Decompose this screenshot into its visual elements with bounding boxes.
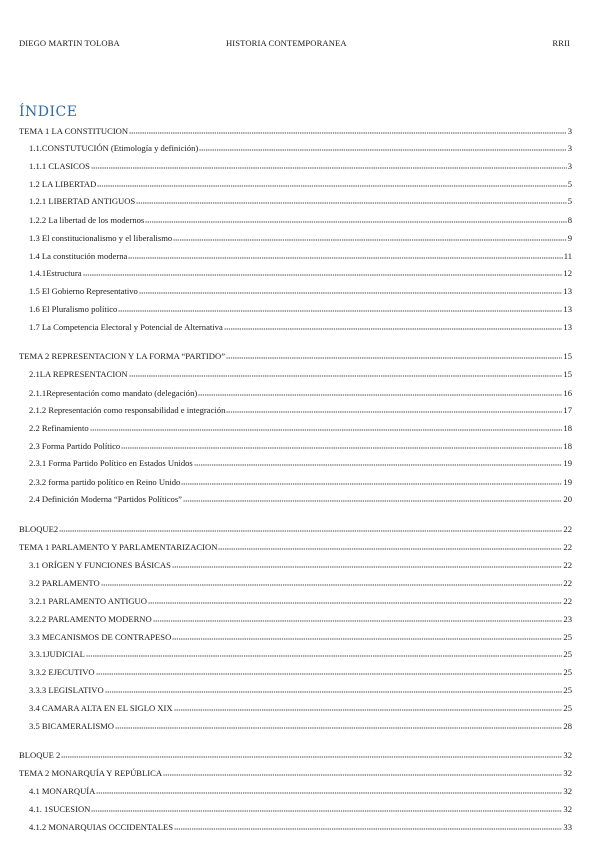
toc-entry-page: 3 bbox=[567, 161, 572, 171]
toc-entry-title: 3.4 CAMARA ALTA EN EL SIGLO XIX bbox=[29, 703, 173, 713]
toc-entry[interactable] bbox=[29, 250, 572, 262]
toc-entry-title: 3.3.1JUDICIAL bbox=[29, 649, 85, 659]
toc-entry-title: TEMA 2 MONARQUÍA Y REPÚBLICA bbox=[19, 768, 163, 778]
toc-entry-page: 13 bbox=[563, 286, 572, 296]
toc-entry-title: 1.3 El constitucionalismo y el liberalismo bbox=[29, 233, 173, 243]
toc-dot-leader bbox=[136, 196, 566, 204]
toc-entry-page: 25 bbox=[563, 667, 572, 677]
toc-dot-leader bbox=[139, 286, 563, 294]
toc-entry[interactable] bbox=[29, 387, 572, 399]
toc-dot-leader bbox=[129, 126, 567, 134]
toc-entry-page: 12 bbox=[563, 268, 572, 278]
page-header bbox=[19, 38, 570, 50]
toc-entry-page: 17 bbox=[563, 405, 572, 415]
toc-entry-page: 25 bbox=[563, 632, 572, 642]
toc-entry-title: 3.2.1 PARLAMENTO ANTIGUO bbox=[29, 596, 147, 606]
toc-entry-title: 2.3 Forma Partido Político bbox=[29, 441, 121, 451]
toc-dot-leader bbox=[86, 649, 563, 657]
toc-dot-leader bbox=[163, 768, 562, 776]
toc-entry[interactable] bbox=[29, 160, 572, 172]
toc-entry[interactable] bbox=[29, 285, 572, 297]
toc-dot-leader bbox=[61, 750, 562, 758]
toc-dot-leader bbox=[105, 685, 563, 693]
toc-entry-page: 18 bbox=[563, 423, 572, 433]
toc-entry[interactable] bbox=[29, 321, 572, 333]
toc-entry[interactable] bbox=[29, 178, 572, 190]
toc-entry-page: 18 bbox=[563, 441, 572, 451]
toc-dot-leader bbox=[129, 369, 563, 377]
toc-entry[interactable] bbox=[29, 577, 572, 589]
toc-dot-leader bbox=[174, 822, 562, 830]
toc-entry-page: 32 bbox=[563, 750, 572, 760]
toc-dot-leader bbox=[172, 560, 563, 568]
header-author: DIEGO MARTIN TOLOBA bbox=[19, 38, 120, 48]
toc-entry[interactable] bbox=[19, 350, 572, 362]
header-course: RRII bbox=[552, 38, 570, 48]
toc-entry[interactable] bbox=[29, 368, 572, 380]
toc-entry-page: 19 bbox=[563, 477, 572, 487]
toc-dot-leader bbox=[148, 596, 562, 604]
toc-entry[interactable] bbox=[19, 125, 572, 137]
toc-dot-leader bbox=[90, 423, 563, 431]
toc-entry-title: 2.2 Refinamiento bbox=[29, 423, 89, 433]
toc-entry-page: 5 bbox=[567, 179, 572, 189]
toc-entry[interactable] bbox=[29, 666, 572, 678]
toc-dot-leader bbox=[194, 458, 563, 466]
toc-entry-title: 1.5 El Gobierno Representativo bbox=[29, 286, 138, 296]
toc-entry-page: 11 bbox=[563, 251, 572, 261]
toc-entry-page: 13 bbox=[563, 322, 572, 332]
toc-entry-page: 32 bbox=[563, 768, 572, 778]
toc-entry-title: 1.1.CONSTUTUCIÓN (Etimología y definición) bbox=[29, 143, 199, 153]
toc-dot-leader bbox=[91, 161, 567, 169]
toc-entry-page: 3 bbox=[567, 143, 572, 153]
toc-entry[interactable] bbox=[29, 720, 572, 732]
toc-dot-leader bbox=[226, 351, 562, 359]
toc-entry-title: 4.1 MONARQUÍA bbox=[29, 786, 96, 796]
toc-entry-title: 3.3 MECANISMOS DE CONTRAPESO bbox=[29, 632, 172, 642]
toc-dot-leader bbox=[91, 804, 562, 812]
toc-entry-title: 2.1.1Representación como mandato (delegación) bbox=[29, 388, 198, 398]
toc-entry-page: 8 bbox=[567, 215, 572, 225]
toc-entry-title: 3.2.2 PARLAMENTO MODERNO bbox=[29, 614, 152, 624]
toc-entry-page: 33 bbox=[563, 822, 572, 832]
toc-dot-leader bbox=[59, 524, 562, 532]
toc-dot-leader bbox=[101, 578, 563, 586]
toc-dot-leader bbox=[181, 477, 562, 485]
toc-entry-title: 1.2.2 La libertad de los modernos bbox=[29, 215, 145, 225]
toc-entry[interactable] bbox=[29, 267, 572, 279]
toc-entry-page: 13 bbox=[563, 304, 572, 314]
toc-entry-title: 1.2 LA LIBERTAD bbox=[29, 179, 97, 189]
toc-dot-leader bbox=[83, 268, 563, 276]
toc-entry-title: 2.3.1 Forma Partido Político en Estados Unidos bbox=[29, 458, 193, 468]
toc-entry-page: 15 bbox=[563, 369, 572, 379]
toc-entry-title: 1.4.1Estructura bbox=[29, 268, 82, 278]
toc-dot-leader bbox=[97, 179, 566, 187]
toc-entry[interactable] bbox=[29, 142, 572, 154]
header-subject: HISTORIA CONTEMPORANEA bbox=[226, 38, 347, 48]
toc-entry-title: 3.1 ORÍGEN Y FUNCIONES BÁSICAS bbox=[29, 560, 171, 570]
toc-entry-title: 1.2.1 LIBERTAD ANTIGUOS bbox=[29, 196, 136, 206]
toc-entry-title: 2.1LA REPRESENTACION bbox=[29, 369, 128, 379]
toc-dot-leader bbox=[128, 251, 562, 259]
toc-dot-leader bbox=[218, 542, 562, 550]
toc-entry-title: 3.2 PARLAMENTO bbox=[29, 578, 100, 588]
toc-entry[interactable] bbox=[19, 749, 572, 761]
toc-entry[interactable] bbox=[19, 541, 572, 553]
toc-entry-title: 2.3.2 forma partido político en Reino Unido bbox=[29, 477, 181, 487]
toc-entry-title: 1.4 La constitución moderna bbox=[29, 251, 128, 261]
toc-entry-title: 4.1. 1SUCESION bbox=[29, 804, 91, 814]
toc-entry[interactable] bbox=[29, 648, 572, 660]
toc-entry-page: 28 bbox=[563, 721, 572, 731]
toc-entry-title: TEMA 2 REPRESENTACION Y LA FORMA “PARTIDO” bbox=[19, 351, 226, 361]
toc-entry[interactable] bbox=[29, 232, 572, 244]
toc-entry-page: 23 bbox=[563, 614, 572, 624]
toc-dot-leader bbox=[145, 215, 566, 223]
toc-entry[interactable] bbox=[19, 523, 572, 535]
toc-entry[interactable] bbox=[29, 195, 572, 207]
toc-entry-page: 15 bbox=[563, 351, 572, 361]
toc-entry[interactable] bbox=[29, 702, 572, 714]
toc-dot-leader bbox=[96, 786, 562, 794]
toc-entry[interactable] bbox=[29, 303, 572, 315]
toc-dot-leader bbox=[153, 614, 563, 622]
toc-entry-page: 3 bbox=[567, 126, 572, 136]
toc-entry[interactable] bbox=[29, 803, 572, 815]
toc-entry-title: 4.1.2 MONARQUIAS OCCIDENTALES bbox=[29, 822, 173, 832]
toc-entry-title: 2.4 Definición Moderna “Partidos Políticos” bbox=[29, 494, 182, 504]
toc-entry[interactable] bbox=[29, 613, 572, 625]
toc-entry[interactable] bbox=[29, 440, 572, 452]
toc-entry[interactable] bbox=[29, 476, 572, 488]
toc-entry[interactable] bbox=[29, 214, 572, 226]
toc-entry-title: BLOQUE2 bbox=[19, 524, 59, 534]
toc-dot-leader bbox=[226, 405, 562, 413]
toc-entry-page: 25 bbox=[563, 649, 572, 659]
toc-dot-leader bbox=[115, 721, 562, 729]
toc-entry-title: TEMA 1 PARLAMENTO Y PARLAMENTARIZACION bbox=[19, 542, 218, 552]
toc-entry-title: BLOQUE 2 bbox=[19, 750, 61, 760]
toc-dot-leader bbox=[118, 304, 562, 312]
toc-entry-title: TEMA 1 LA CONSTITUCION bbox=[19, 126, 129, 136]
toc-entry[interactable] bbox=[29, 493, 572, 505]
toc-entry-page: 22 bbox=[563, 560, 572, 570]
toc-entry[interactable] bbox=[19, 767, 572, 779]
toc-entry[interactable] bbox=[29, 404, 572, 416]
toc-entry-page: 16 bbox=[563, 388, 572, 398]
toc-entry-page: 9 bbox=[567, 233, 572, 243]
toc-entry-title: 3.3.2 EJECUTIVO bbox=[29, 667, 95, 677]
toc-entry[interactable] bbox=[29, 785, 572, 797]
toc-entry[interactable] bbox=[29, 821, 572, 833]
toc-dot-leader bbox=[174, 703, 563, 711]
toc-dot-leader bbox=[199, 143, 566, 151]
toc-title: ÍNDICE bbox=[19, 104, 78, 120]
toc-entry[interactable] bbox=[29, 457, 572, 469]
toc-entry-title: 1.6 El Pluralismo político bbox=[29, 304, 118, 314]
toc-entry-page: 32 bbox=[563, 786, 572, 796]
toc-entry-page: 22 bbox=[563, 596, 572, 606]
toc-entry-title: 2.1.2 Representación como responsabilidad e integración bbox=[29, 405, 226, 415]
toc-entry-title: 3.3.3 LEGISLATIVO bbox=[29, 685, 104, 695]
toc-entry-page: 25 bbox=[563, 685, 572, 695]
toc-entry-page: 22 bbox=[563, 578, 572, 588]
toc-entry[interactable] bbox=[29, 684, 572, 696]
toc-entry-page: 25 bbox=[563, 703, 572, 713]
toc-dot-leader bbox=[198, 388, 562, 396]
toc-entry-page: 19 bbox=[563, 458, 572, 468]
toc-entry-page: 22 bbox=[563, 542, 572, 552]
toc-entry-title: 1.1.1 CLASICOS bbox=[29, 161, 90, 171]
toc-entry-title: 3.5 BICAMERALISMO bbox=[29, 721, 114, 731]
toc-entry-title: 1.7 La Competencia Electoral y Potencial de Alternativa bbox=[29, 322, 223, 332]
toc-dot-leader bbox=[224, 322, 563, 330]
toc-dot-leader bbox=[96, 667, 563, 675]
toc-entry-page: 20 bbox=[563, 494, 572, 504]
toc-dot-leader bbox=[173, 233, 566, 241]
toc-entry[interactable] bbox=[29, 422, 572, 434]
toc-entry-page: 32 bbox=[563, 804, 572, 814]
toc-entry-page: 22 bbox=[563, 524, 572, 534]
toc-dot-leader bbox=[183, 494, 562, 502]
toc-entry[interactable] bbox=[29, 559, 572, 571]
toc-entry-page: 5 bbox=[567, 196, 572, 206]
toc-entry[interactable] bbox=[29, 595, 572, 607]
toc-entry[interactable] bbox=[29, 631, 572, 643]
toc-dot-leader bbox=[172, 632, 562, 640]
toc-dot-leader bbox=[121, 441, 562, 449]
